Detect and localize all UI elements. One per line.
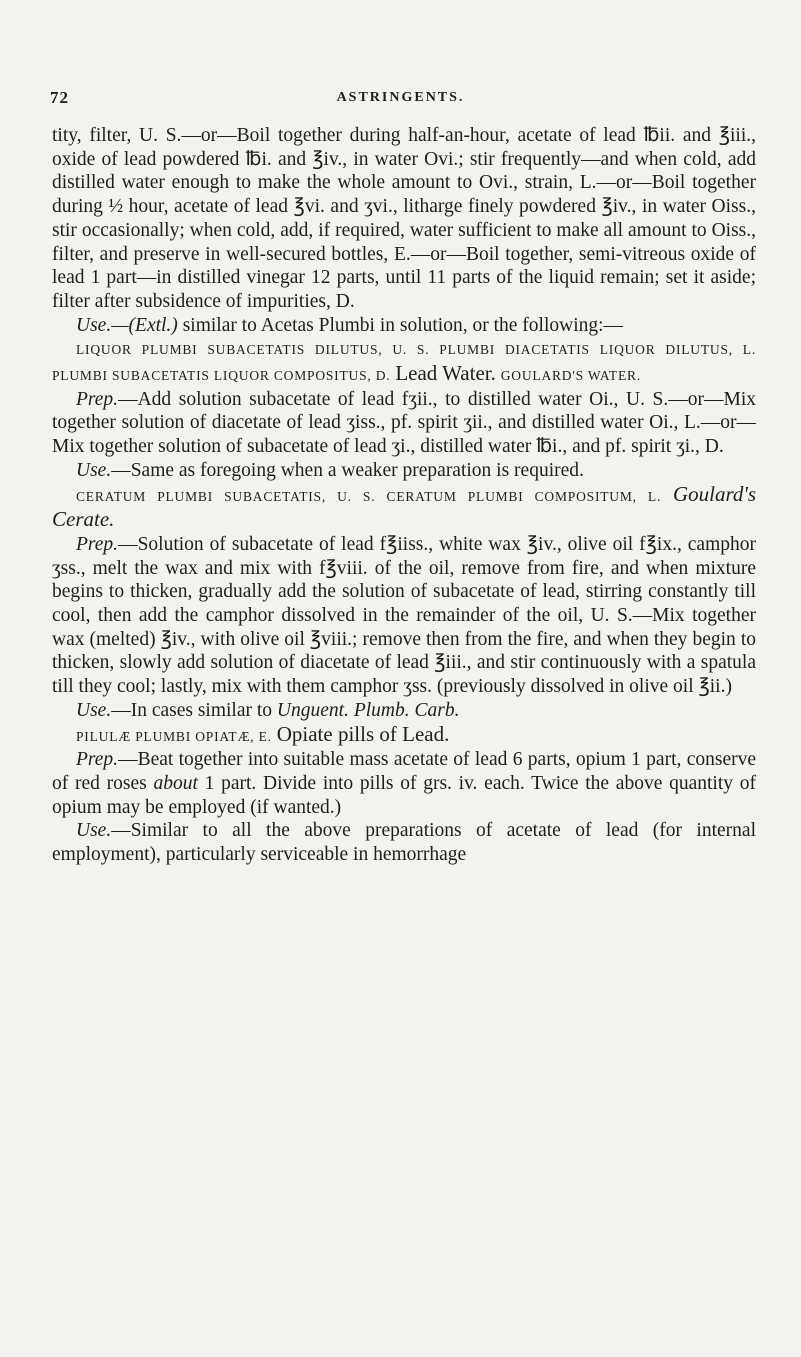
- heading-synonyms: PILULÆ PLUMBI OPIATÆ, E.: [76, 728, 272, 744]
- paragraph-prep: [52, 533, 756, 699]
- running-title: ASTRINGENTS.: [336, 90, 465, 105]
- heading-goulards-cerate: [52, 483, 756, 533]
- use-label: Use.—(Extl.): [76, 314, 178, 336]
- prep-text: —Add solution subacetate of lead fʒii., to distilled water Oi., U. S.—or—Mix together solution of diacetate of lead ʒiss., pf. spirit ʒii., and distilled water Oi., L.—or—Mix together solution of subacetate of lead ʒi., distilled water ℔i., and pf. spirit ʒi., D.: [52, 388, 756, 458]
- page-header: [50, 88, 751, 112]
- heading-title: Opiate pills of Lead.: [276, 721, 450, 746]
- paragraph-use: [52, 459, 756, 483]
- prep-label: Prep.: [76, 533, 119, 555]
- use-text: similar to Acetas Plumbi in solution, or the following:—: [177, 314, 624, 336]
- paragraph-use: [52, 819, 756, 866]
- prep-text-b: 1 part. Divide into pills of grs. iv. each. Twice the above quantity of opium may be employed (if wanted.): [52, 772, 756, 818]
- paragraph-prep: [52, 748, 756, 819]
- page-number: 72: [50, 88, 69, 107]
- use-text: —In cases similar to: [111, 699, 277, 721]
- use-label: Use.: [76, 459, 112, 481]
- prep-emphasis: about: [153, 772, 198, 794]
- paragraph-use: [52, 699, 756, 723]
- heading-lead-water: [52, 337, 756, 387]
- heading-title: Goulard's Cerate.: [52, 481, 756, 532]
- cross-reference: Unguent. Plumb. Carb.: [276, 699, 460, 721]
- body-text: [52, 124, 756, 867]
- heading-opiate-pills: [52, 723, 756, 749]
- use-label: Use.: [76, 699, 112, 721]
- use-text: —Same as foregoing when a weaker preparation is required.: [111, 459, 584, 481]
- heading-alt-name: GOULARD'S WATER.: [500, 368, 641, 384]
- prep-label: Prep.: [76, 388, 119, 410]
- prep-text-a: —Beat together into suitable mass acetate of lead 6 parts, opium 1 part, conserve of red roses: [52, 749, 756, 794]
- use-text: —Similar to all the above preparations of acetate of lead (for internal employment), particularly serviceable in hemorrhage: [52, 820, 756, 866]
- heading-synonyms: LIQUOR PLUMBI SUBACETATIS DILUTUS, U. S. PLUMBI DIACETATIS LIQUOR DILUTUS, L. PLUMBI SUBACETATIS LIQUOR COMPOSITUS, D.: [52, 342, 756, 384]
- paragraph-prep: [52, 388, 756, 459]
- paragraph-use: [52, 314, 756, 338]
- heading-title: Lead Water.: [395, 361, 496, 386]
- prep-text: —Solution of subacetate of lead f℥iiss., white wax ℥iv., olive oil f℥ix., camphor ʒss., melt the wax and mix with f℥viii. of the oil, remove from fire, and when mixture begins to thicken, gradually add the solution of subacetate of lead, stirring constantly till cool, then add the camphor dissolved in the remainder of the oil, U. S.—Mix together wax (melted) ℥iv., with olive oil ℥viii.; remove then from the fire, and when they begin to thicken, slowly add solution of diacetate of lead ℥iii., and stir continuously with a spatula till they cool; lastly, mix with them camphor ʒss. (previously dissolved in olive oil ℥ii.): [52, 533, 756, 698]
- paragraph-continued: tity, filter, U. S.—or—Boil together during half-an-hour, acetate of lead ℔ii. and ℥iii., oxide of lead powdered ℔i. and ℥iv., in water Ovi.; stir frequently—and when cold, add distilled water enough to make the whole amount to Ovi., strain, L.—or—Boil together during ½ hour, acetate of lead ℥vi. and ʒvi., litharge finely powdered ℥iv., in water Oiss., stir occasionally; when cold, add, if required, water sufficient to make all amount to Oiss., filter, and preserve in well-secured bottles, E.—or—Boil together, semi-vitreous oxide of lead 1 part—in distilled vinegar 12 parts, until 11 parts of the liquid remain; set it aside; filter after subsidence of impurities, D.: [52, 125, 756, 312]
- prep-label: Prep.: [76, 749, 119, 771]
- use-label: Use.: [76, 820, 112, 842]
- heading-synonyms: CERATUM PLUMBI SUBACETATIS, U. S. CERATUM PLUMBI COMPOSITUM, L.: [76, 488, 662, 504]
